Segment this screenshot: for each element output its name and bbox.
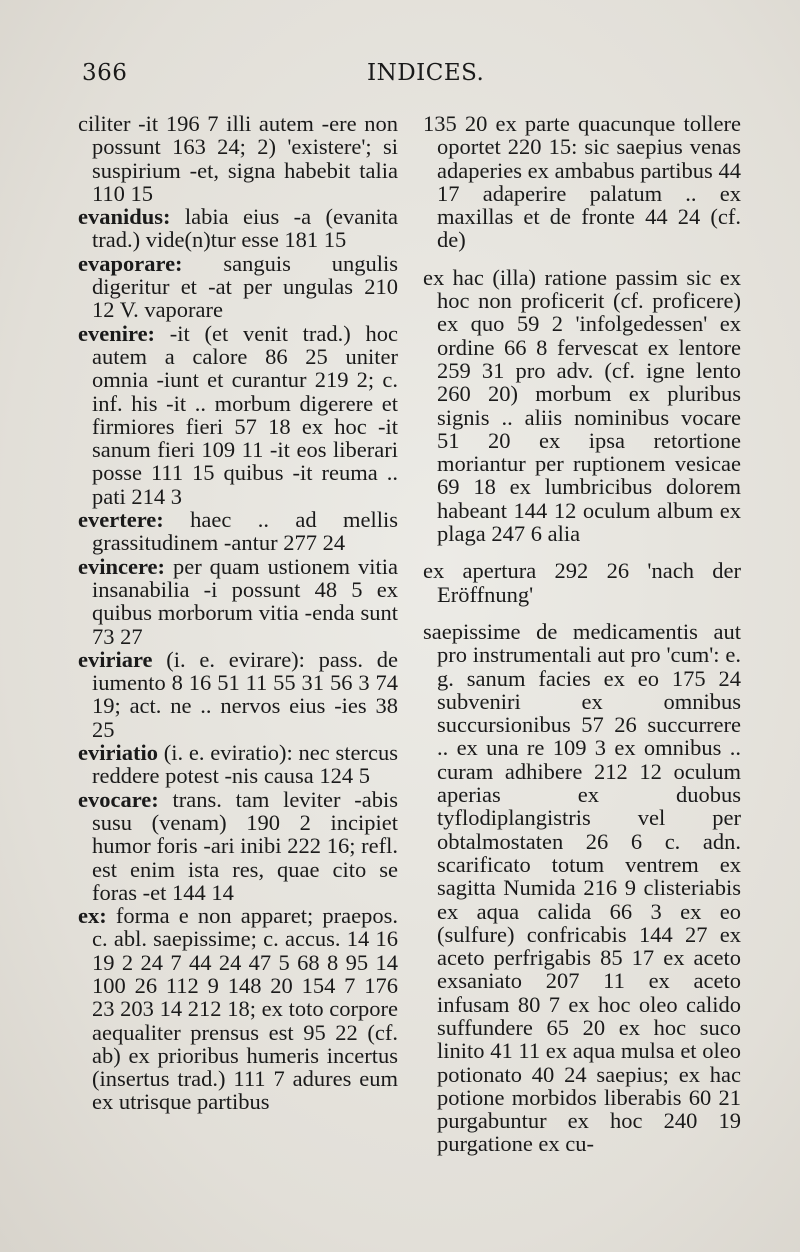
running-title: INDICES. xyxy=(367,60,485,86)
entry-text: (i. e. eviratio): nec stercus reddere potest -nis causa 124 5 xyxy=(92,740,398,789)
headword: evenire: xyxy=(78,320,156,346)
paragraph-gap xyxy=(423,545,741,559)
entry-text: sanguis ungulis digeritur et -at per ungulas 210 12 V. vaporare xyxy=(92,250,398,323)
paragraph-ex-ratione: ex hac (illa) ratione passim sic ex hoc non proficerit (cf. proficere) ex quo 59 2 'infolgedessen' ex ordine 66 8 fervescat ex lentore 259 31 pro adv. (cf. igne lento 260 20) morbum ex pluribus signis .. aliis nominibus vocare 51 20 ex ipsa retortione moriantur per ruptionem vesicae 69 18 ex lumbricibus dolorem habeant 144 12 oculum album ex plaga 247 6 alia xyxy=(423,264,741,547)
entry-text: labia eius -a (evanita trad.) vide(n)tur esse 181 15 xyxy=(92,204,398,253)
entry-ex xyxy=(78,904,398,1114)
paragraph-ex-apertura: ex apertura 292 26 'nach der Eröffnung' xyxy=(423,558,741,607)
entry-text: trans. tam leviter -abis susu (venam) 190 2 incipiet humor foris -ari inibi 222 16; refl. est enim ista res, quae cito se foras -et 144 14 xyxy=(92,786,398,905)
entry-text: haec .. ad mellis grassitudinem -antur 277 24 xyxy=(92,507,398,556)
entry-evanidus xyxy=(78,205,398,252)
entry-eviriare xyxy=(78,648,398,741)
entry-evenire xyxy=(78,322,398,508)
entry-text: (i. e. evirare): pass. de iumento 8 16 51 11 55 31 56 3 74 19; act. ne .. nervos eius -ies 38 25 xyxy=(92,646,398,742)
headword: evocare: xyxy=(78,786,159,812)
left-column xyxy=(78,112,398,1114)
headword: evertere: xyxy=(78,507,164,533)
entry-evaporare xyxy=(78,252,398,322)
paragraph-gap xyxy=(423,606,741,620)
entry-continuation: ciliter -it 196 7 illi autem -ere non possunt 163 24; 2) 'existere'; si suspirium -et, signa habebit talia 110 15 xyxy=(78,111,398,206)
headword: eviriare xyxy=(78,646,153,672)
paragraph-gap xyxy=(423,252,741,266)
headword: evaporare: xyxy=(78,250,183,276)
entry-text: per quam ustionem vitia insanabilia -i possunt 48 5 ex quibus morborum vitia -enda sunt 73 27 xyxy=(92,553,398,649)
entry-text: forma e non apparet; praepos. c. abl. saepissime; c. accus. 14 16 19 2 24 7 44 24 47 5 68 8 95 14 100 26 112 9 148 20 154 7 176 23 203 14 212 18; ex toto corpore aequaliter prensus est 95 22 (cf. ab) ex prioribus humeris incertus (insertus trad.) 111 7 adures eum ex utrisque partibus xyxy=(92,903,398,1115)
right-column xyxy=(423,112,741,1156)
headword: ex: xyxy=(78,903,107,929)
page-number: 366 xyxy=(82,60,128,86)
headword: evanidus: xyxy=(78,204,171,230)
paragraph-saepissime: saepissime de medicamentis aut pro instrumentali aut pro 'cum': e. g. sanum facies ex eo 175 24 subveniri ex omnibus succursionibus 57 26 succurrere .. ex una re 109 3 ex omnibus .. curam adhibere 212 12 oculum aperias ex duobus tyflodiplangistris vel per obtalmostaten 26 6 c. adn. scarificato totum ventrem ex sagitta Numida 216 9 clisteriabis ex aqua calida 66 3 ex eo (sulfure) confricabis 144 27 ex aceto perfrigabis 85 17 ex aceto exsaniato 207 11 ex aceto infusam 80 7 ex hoc oleo calido suffundere 65 20 ex hoc suco linito 41 11 ex aqua mulsa et oleo potionato 40 24 saepius; ex hac potione morbidos liberabis 60 21 purgabuntur ex hoc 240 19 purgatione ex cu- xyxy=(423,618,741,1157)
entry-evincere xyxy=(78,555,398,648)
running-header xyxy=(82,60,732,96)
entry-eviriatio xyxy=(78,741,398,788)
entry-evocare xyxy=(78,788,398,904)
entry-evertere xyxy=(78,508,398,555)
headword: eviriatio xyxy=(78,740,158,766)
paragraph-continuation: 135 20 ex parte quacunque tollere oportet 220 15: sic saepius venas adaperies ex ambabus partibus 44 17 adaperire palatum .. ex maxillas et de fronte 44 24 (cf. de) xyxy=(423,111,741,253)
headword: evincere: xyxy=(78,553,166,579)
entry-text: -it (et venit trad.) hoc autem a calore 86 25 uniter omnia -iunt et curantur 219 2; c. inf. his -it .. morbum digerere et firmiores fieri 57 18 ex hoc -it sanum fieri 109 11 -it eos liberari posse 111 15 quibus -it reuma .. pati 214 3 xyxy=(92,320,398,509)
